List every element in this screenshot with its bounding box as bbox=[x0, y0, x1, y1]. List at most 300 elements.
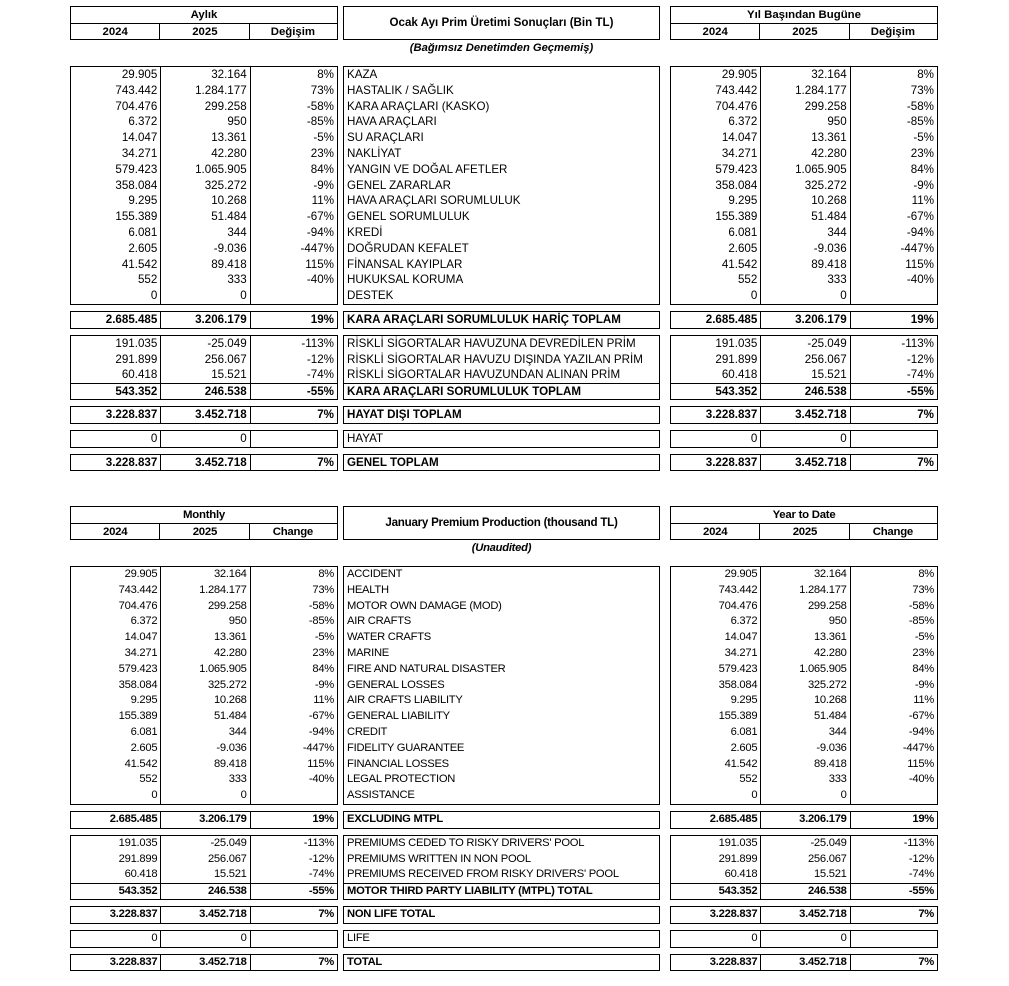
tr-ytd-branch-y2025-13: 333 bbox=[760, 272, 849, 288]
table-row bbox=[671, 812, 937, 828]
table-row bbox=[344, 178, 659, 194]
tr-branch-y2024-12: 41.542 bbox=[121, 257, 158, 271]
table-row bbox=[71, 178, 337, 194]
tr-branch-change-12: 115% bbox=[250, 257, 337, 273]
en-excluding-mtpl-block bbox=[70, 811, 338, 829]
table-row bbox=[344, 883, 659, 899]
tr-ytd-pool-change-1: -12% bbox=[850, 352, 937, 368]
tr-ytd-pool-y2025-1: 256.067 bbox=[760, 352, 849, 368]
table-row bbox=[671, 407, 937, 423]
en-ytd-pool-y2025-1: 256.067 bbox=[760, 852, 849, 868]
tr-branch-y2024-3: 6.372 bbox=[128, 115, 158, 129]
en-mtpl-total-y2024: 543.352 bbox=[118, 885, 158, 898]
tr-ytd-branch-y2024-10: 6.081 bbox=[728, 225, 758, 239]
en-ytd-branch-y2025-9: 51.484 bbox=[760, 709, 849, 725]
table-row bbox=[344, 146, 659, 162]
table-row bbox=[671, 599, 937, 615]
en-pool-y2024-1: 291.899 bbox=[118, 852, 158, 865]
en-ytd-pool-change-1: -12% bbox=[850, 852, 937, 868]
en-ytd-branch-change-5: 23% bbox=[850, 646, 937, 662]
table-row bbox=[344, 788, 659, 804]
table-row bbox=[71, 852, 337, 868]
en-mtpl-block bbox=[343, 835, 660, 900]
en-ytd-branch-change-10: -94% bbox=[850, 725, 937, 741]
en-branch-y2024-11: 2.605 bbox=[130, 741, 158, 754]
tr-branch-label-1: HASTALIK / SAĞLIK bbox=[347, 83, 454, 97]
en-branch-y2024-0: 29.905 bbox=[124, 568, 158, 580]
en-grand-total-y2024: 3.228.837 bbox=[109, 955, 158, 968]
en-non-life-total-block bbox=[343, 906, 660, 924]
en-ytd-col-change: Change bbox=[849, 524, 935, 539]
en-branch-y2024-10: 6.081 bbox=[130, 725, 158, 738]
tr-ytd-branch-change-3: -85% bbox=[850, 114, 937, 130]
en-branches-block bbox=[670, 566, 938, 805]
tr-ytd-grand-total-y2025: 3.452.718 bbox=[760, 455, 849, 471]
table-row bbox=[71, 757, 337, 773]
table-row bbox=[671, 67, 937, 83]
tr-ytd-pool-change-0: -113% bbox=[850, 336, 937, 352]
tr-branch-change-6: 84% bbox=[250, 162, 337, 178]
table-row bbox=[344, 646, 659, 662]
en-branch-y2024-4: 14.047 bbox=[124, 631, 158, 644]
en-branch-y2025-5: 42.280 bbox=[160, 646, 249, 662]
table-row bbox=[71, 788, 337, 804]
en-monthly-header: Monthly bbox=[183, 509, 225, 521]
tr-monthly-values bbox=[70, 66, 338, 471]
tr-grand-total-block bbox=[670, 454, 938, 472]
en-grand-total-change: 7% bbox=[250, 955, 337, 971]
en-pool-y2025-1: 256.067 bbox=[160, 852, 249, 868]
en-ytd-excluding-mtpl-change: 19% bbox=[850, 812, 937, 828]
table-row bbox=[671, 288, 937, 304]
tr-ytd-branch-y2025-7: 325.272 bbox=[760, 178, 849, 194]
en-ytd-branch-y2025-6: 1.065.905 bbox=[760, 662, 849, 678]
table-row bbox=[71, 288, 337, 304]
tr-grand-total-change: 7% bbox=[250, 455, 337, 471]
tr-pool-label-0: RİSKLİ SİGORTALAR HAVUZUNA DEVREDİLEN PRİM bbox=[347, 336, 636, 350]
en-branch-label-14: ASSISTANCE bbox=[347, 789, 415, 802]
en-branch-y2024-3: 6.372 bbox=[130, 615, 158, 628]
en-ytd-branch-y2025-12: 89.418 bbox=[760, 757, 849, 773]
en-branch-y2025-13: 333 bbox=[160, 772, 249, 788]
table-row bbox=[71, 99, 337, 115]
tr-ytd-header-group bbox=[670, 6, 938, 40]
tr-excluding-mtpl-label: KARA ARAÇLARI SORUMLULUK HARİÇ TOPLAM bbox=[347, 312, 621, 326]
en-ytd-branch-y2024-14: 0 bbox=[751, 789, 758, 802]
en-report-title: January Premium Production (thousand TL) bbox=[343, 506, 660, 540]
table-row bbox=[671, 162, 937, 178]
tr-ytd-branch-y2025-2: 299.258 bbox=[760, 99, 849, 115]
table-row bbox=[344, 907, 659, 923]
table-row bbox=[671, 567, 937, 583]
table-row bbox=[671, 209, 937, 225]
en-branch-label-5: MARINE bbox=[347, 646, 390, 659]
en-ytd-branch-change-11: -447% bbox=[850, 741, 937, 757]
tr-excluding-mtpl-y2025: 3.206.179 bbox=[160, 312, 249, 328]
en-grand-total-label: TOTAL bbox=[347, 955, 382, 968]
tr-ytd-branch-change-7: -9% bbox=[850, 178, 937, 194]
table-row bbox=[671, 883, 937, 899]
en-ytd-branch-y2025-4: 13.361 bbox=[760, 630, 849, 646]
tr-grand-total-block bbox=[343, 454, 660, 472]
table-row bbox=[344, 662, 659, 678]
tr-pool-label-2: RİSKLİ SİGORTALAR HAVUZUNDAN ALINAN PRİM bbox=[347, 368, 621, 382]
tr-branch-y2025-6: 1.065.905 bbox=[160, 162, 249, 178]
table-row bbox=[344, 772, 659, 788]
en-branch-label-9: GENERAL LIABILITY bbox=[347, 710, 450, 723]
tr-branch-label-4: SU ARAÇLARI bbox=[347, 131, 424, 145]
en-branch-y2024-6: 579.423 bbox=[118, 662, 158, 675]
en-mtpl-block bbox=[670, 835, 938, 900]
table-row bbox=[671, 241, 937, 257]
tr-branch-y2025-2: 299.258 bbox=[160, 99, 249, 115]
tr-ytd-branch-change-12: 115% bbox=[850, 257, 937, 273]
en-ytd-header: Year to Date bbox=[772, 509, 836, 521]
table-row bbox=[671, 83, 937, 99]
tr-branch-label-11: DOĞRUDAN KEFALET bbox=[347, 241, 469, 255]
tr-ytd-branch-y2024-13: 552 bbox=[737, 273, 758, 287]
en-branch-y2025-10: 344 bbox=[160, 725, 249, 741]
tr-branch-y2024-7: 358.084 bbox=[115, 178, 158, 192]
table-row bbox=[671, 788, 937, 804]
en-branch-y2024-1: 743.442 bbox=[118, 583, 158, 596]
en-pool-change-1: -12% bbox=[250, 852, 337, 868]
tr-branch-y2025-14: 0 bbox=[160, 288, 249, 304]
table-row bbox=[71, 599, 337, 615]
tr-ytd-grand-total-change: 7% bbox=[850, 455, 937, 471]
en-branch-label-2: MOTOR OWN DAMAGE (MOD) bbox=[347, 599, 502, 612]
tr-ytd-branch-y2025-5: 42.280 bbox=[760, 146, 849, 162]
en-branch-change-5: 23% bbox=[250, 646, 337, 662]
tr-ytd-branch-y2024-5: 34.271 bbox=[721, 146, 758, 160]
en-ytd-branch-y2024-2: 704.476 bbox=[718, 599, 758, 612]
table-row bbox=[71, 455, 337, 471]
en-branch-y2025-0: 32.164 bbox=[160, 567, 249, 583]
en-branch-labels bbox=[343, 566, 660, 971]
tr-ytd-branch-y2025-8: 10.268 bbox=[760, 193, 849, 209]
en-ytd-branch-y2024-8: 9.295 bbox=[730, 694, 758, 707]
en-mtpl-block bbox=[70, 835, 338, 900]
en-branch-label-10: CREDIT bbox=[347, 725, 388, 738]
en-branch-label-8: AIR CRAFTS LIABILITY bbox=[347, 694, 463, 707]
en-ytd-branch-y2024-11: 2.605 bbox=[730, 741, 758, 754]
tr-branch-y2024-2: 704.476 bbox=[115, 99, 158, 113]
tr-ytd-branch-y2025-0: 32.164 bbox=[760, 67, 849, 83]
tr-ytd-branch-change-14 bbox=[850, 288, 937, 304]
table-row bbox=[671, 193, 937, 209]
en-monthly-col-2025: 2025 bbox=[159, 524, 249, 539]
table-row bbox=[71, 193, 337, 209]
en-branch-change-4: -5% bbox=[250, 630, 337, 646]
tr-branch-change-1: 73% bbox=[250, 83, 337, 99]
tr-ytd-branch-y2024-9: 155.389 bbox=[715, 210, 758, 224]
table-row bbox=[71, 431, 337, 447]
table-row bbox=[344, 599, 659, 615]
en-non-life-total-block bbox=[670, 906, 938, 924]
table-row bbox=[71, 146, 337, 162]
tr-branch-label-7: GENEL ZARARLAR bbox=[347, 178, 451, 192]
tr-monthly-col-change: Değişim bbox=[249, 24, 335, 39]
en-ytd-branch-change-2: -58% bbox=[850, 599, 937, 615]
tr-ytd-branch-y2024-11: 2.605 bbox=[728, 241, 758, 255]
table-row bbox=[344, 836, 659, 852]
table-row bbox=[671, 146, 937, 162]
tr-ytd-branch-y2024-1: 743.442 bbox=[715, 83, 758, 97]
table-row bbox=[344, 312, 659, 328]
table-row bbox=[71, 567, 337, 583]
tr-ytd-pool-y2024-0: 191.035 bbox=[715, 336, 758, 350]
tr-ytd-branch-y2025-9: 51.484 bbox=[760, 209, 849, 225]
table-row bbox=[344, 209, 659, 225]
tr-non-life-total-y2024: 3.228.837 bbox=[105, 407, 158, 421]
tr-ytd-branch-y2025-6: 1.065.905 bbox=[760, 162, 849, 178]
tr-ytd-branch-y2024-0: 29.905 bbox=[721, 68, 758, 81]
tr-report-title: Ocak Ayı Prim Üretimi Sonuçları (Bin TL) bbox=[343, 6, 660, 40]
table-row bbox=[344, 272, 659, 288]
table-row bbox=[344, 193, 659, 209]
tr-pool-y2025-0: -25.049 bbox=[160, 336, 249, 352]
tr-monthly-col-2025: 2025 bbox=[159, 24, 249, 39]
tr-mtpl-total-label: KARA ARAÇLARI SORUMLULUK TOPLAM bbox=[347, 385, 582, 399]
tr-ytd-branch-change-9: -67% bbox=[850, 209, 937, 225]
tr-branch-y2024-8: 9.295 bbox=[128, 194, 158, 208]
table-row bbox=[71, 614, 337, 630]
en-ytd-branch-change-9: -67% bbox=[850, 709, 937, 725]
en-pool-y2025-0: -25.049 bbox=[160, 836, 249, 852]
tr-ytd-mtpl-total-change: -55% bbox=[850, 384, 937, 399]
en-ytd-pool-change-2: -74% bbox=[850, 867, 937, 883]
en-branch-y2025-3: 950 bbox=[160, 614, 249, 630]
tr-mtpl-total-y2025: 246.538 bbox=[160, 384, 249, 399]
tr-branches-block bbox=[670, 66, 938, 305]
en-ytd-pool-y2025-0: -25.049 bbox=[760, 836, 849, 852]
en-ytd-non-life-total-change: 7% bbox=[850, 907, 937, 923]
en-ytd-life-y2024: 0 bbox=[751, 931, 758, 944]
en-ytd-branch-y2025-5: 42.280 bbox=[760, 646, 849, 662]
table-row bbox=[671, 352, 937, 368]
table-row bbox=[344, 99, 659, 115]
table-row bbox=[671, 130, 937, 146]
tr-branch-y2024-0: 29.905 bbox=[121, 68, 158, 81]
tr-excluding-mtpl-y2024: 2.685.485 bbox=[105, 312, 158, 326]
en-non-life-total-change: 7% bbox=[250, 907, 337, 923]
en-ytd-pool-change-0: -113% bbox=[850, 836, 937, 852]
en-pool-label-1: PREMIUMS WRITTEN IN NON POOL bbox=[347, 852, 531, 865]
en-ytd-branch-change-3: -85% bbox=[850, 614, 937, 630]
table-row bbox=[671, 257, 937, 273]
table-row bbox=[344, 162, 659, 178]
tr-non-life-total-y2025: 3.452.718 bbox=[160, 407, 249, 423]
en-life-block bbox=[670, 930, 938, 948]
tr-ytd-col-2024: 2024 bbox=[702, 26, 728, 38]
en-branch-change-13: -40% bbox=[250, 772, 337, 788]
tr-pool-change-1: -12% bbox=[250, 352, 337, 368]
en-branch-y2025-6: 1.065.905 bbox=[160, 662, 249, 678]
en-ytd-branch-y2024-3: 6.372 bbox=[730, 615, 758, 628]
table-row bbox=[671, 114, 937, 130]
tr-ytd-branch-y2024-14: 0 bbox=[750, 289, 758, 303]
en-ytd-mtpl-total-y2025: 246.538 bbox=[760, 884, 849, 899]
table-row bbox=[344, 241, 659, 257]
en-excluding-mtpl-y2024: 2.685.485 bbox=[109, 812, 158, 825]
en-monthly-header-group bbox=[70, 506, 338, 540]
en-branches-block bbox=[70, 566, 338, 805]
tr-branch-y2024-14: 0 bbox=[150, 289, 158, 303]
tr-ytd-non-life-total-y2025: 3.452.718 bbox=[760, 407, 849, 423]
table-row bbox=[344, 431, 659, 447]
table-row bbox=[671, 757, 937, 773]
table-row bbox=[344, 955, 659, 971]
tr-non-life-total-change: 7% bbox=[250, 407, 337, 423]
tr-branch-label-9: GENEL SORUMLULUK bbox=[347, 210, 470, 224]
en-pool-change-0: -113% bbox=[250, 836, 337, 852]
table-row bbox=[344, 567, 659, 583]
en-life-label: LIFE bbox=[347, 931, 370, 944]
table-row bbox=[344, 114, 659, 130]
en-grand-total-block bbox=[70, 954, 338, 972]
tr-branch-y2024-11: 2.605 bbox=[128, 241, 158, 255]
table-row bbox=[71, 836, 337, 852]
tr-branch-label-3: HAVA ARAÇLARI bbox=[347, 115, 437, 129]
tr-ytd-branch-y2025-11: -9.036 bbox=[760, 241, 849, 257]
en-branch-change-1: 73% bbox=[250, 583, 337, 599]
en-branch-y2024-12: 41.542 bbox=[124, 757, 158, 770]
en-pool-label-2: PREMIUMS RECEIVED FROM RISKY DRIVERS' POOL bbox=[347, 868, 619, 881]
table-row bbox=[71, 367, 337, 383]
table-row bbox=[671, 709, 937, 725]
en-ytd-branch-y2025-2: 299.258 bbox=[760, 599, 849, 615]
en-ytd-branch-y2024-9: 155.389 bbox=[718, 710, 758, 723]
table-row bbox=[71, 630, 337, 646]
en-ytd-branch-change-14 bbox=[850, 788, 937, 804]
table-row bbox=[71, 725, 337, 741]
en-pool-change-2: -74% bbox=[250, 867, 337, 883]
en-ytd-branch-y2024-4: 14.047 bbox=[724, 631, 758, 644]
tr-branch-change-3: -85% bbox=[250, 114, 337, 130]
tr-pool-change-0: -113% bbox=[250, 336, 337, 352]
table-row bbox=[344, 693, 659, 709]
tr-ytd-branch-change-11: -447% bbox=[850, 241, 937, 257]
en-non-life-total-y2024: 3.228.837 bbox=[109, 907, 158, 920]
tr-mtpl-block bbox=[343, 335, 660, 400]
table-row bbox=[71, 931, 337, 947]
table-row bbox=[71, 907, 337, 923]
tr-ytd-branch-y2025-4: 13.361 bbox=[760, 130, 849, 146]
tr-branch-y2024-6: 579.423 bbox=[115, 162, 158, 176]
tr-ytd-branch-change-0: 8% bbox=[850, 67, 937, 83]
table-row bbox=[671, 455, 937, 471]
en-branch-label-11: FIDELITY GUARANTEE bbox=[347, 741, 465, 754]
tr-ytd-non-life-total-y2024: 3.228.837 bbox=[705, 407, 758, 421]
en-ytd-branch-change-1: 73% bbox=[850, 583, 937, 599]
tr-ytd-excluding-mtpl-y2024: 2.685.485 bbox=[705, 312, 758, 326]
en-branch-change-7: -9% bbox=[250, 678, 337, 694]
en-excluding-mtpl-block bbox=[343, 811, 660, 829]
tr-mtpl-total-change: -55% bbox=[250, 384, 337, 399]
en-ytd-branch-y2025-11: -9.036 bbox=[760, 741, 849, 757]
en-ytd-branch-y2024-13: 552 bbox=[739, 773, 758, 786]
table-row bbox=[344, 455, 659, 471]
en-ytd-branch-change-13: -40% bbox=[850, 772, 937, 788]
tr-branch-y2025-8: 10.268 bbox=[160, 193, 249, 209]
tr-ytd-header: Yıl Başından Bugüne bbox=[747, 9, 861, 21]
table-row bbox=[671, 955, 937, 971]
tr-non-life-total-block bbox=[343, 406, 660, 424]
tr-pool-y2024-1: 291.899 bbox=[115, 352, 158, 366]
table-row bbox=[71, 407, 337, 423]
en-ytd-branch-y2025-7: 325.272 bbox=[760, 678, 849, 694]
en-branch-change-10: -94% bbox=[250, 725, 337, 741]
table-row bbox=[671, 693, 937, 709]
table-row bbox=[671, 741, 937, 757]
tr-ytd-life-change bbox=[850, 431, 937, 447]
tr-branch-y2025-9: 51.484 bbox=[160, 209, 249, 225]
en-ytd-branch-change-8: 11% bbox=[850, 693, 937, 709]
en-branches-block bbox=[343, 566, 660, 805]
table-row bbox=[71, 67, 337, 83]
tr-branch-y2025-0: 32.164 bbox=[160, 67, 249, 83]
en-excluding-mtpl-y2025: 3.206.179 bbox=[160, 812, 249, 828]
tr-monthly-header: Aylık bbox=[190, 9, 218, 21]
tr-ytd-branch-y2024-6: 579.423 bbox=[715, 162, 758, 176]
en-branch-label-12: FINANCIAL LOSSES bbox=[347, 757, 449, 770]
tr-branch-y2025-11: -9.036 bbox=[160, 241, 249, 257]
tr-branches-block bbox=[343, 66, 660, 305]
en-ytd-header-group bbox=[670, 506, 938, 540]
tr-pool-y2025-1: 256.067 bbox=[160, 352, 249, 368]
en-grand-total-y2025: 3.452.718 bbox=[160, 955, 249, 971]
tr-life-change bbox=[250, 431, 337, 447]
tr-pool-label-1: RİSKLİ SİGORTALAR HAVUZU DIŞINDA YAZILAN PRİM bbox=[347, 352, 643, 366]
tr-ytd-branch-y2025-3: 950 bbox=[760, 114, 849, 130]
tr-monthly-header-group bbox=[70, 6, 338, 40]
table-row bbox=[344, 852, 659, 868]
tr-ytd-branch-change-6: 84% bbox=[850, 162, 937, 178]
en-branch-change-12: 115% bbox=[250, 757, 337, 773]
table-row bbox=[71, 709, 337, 725]
table-row bbox=[71, 114, 337, 130]
table-row bbox=[71, 312, 337, 328]
tr-ytd-life-y2025: 0 bbox=[760, 431, 849, 447]
tr-ytd-branch-change-10: -94% bbox=[850, 225, 937, 241]
tr-ytd-branch-y2025-12: 89.418 bbox=[760, 257, 849, 273]
tr-branch-y2024-13: 552 bbox=[137, 273, 158, 287]
en-branch-y2024-7: 358.084 bbox=[118, 678, 158, 691]
table-row bbox=[671, 725, 937, 741]
en-ytd-non-life-total-y2025: 3.452.718 bbox=[760, 907, 849, 923]
tr-ytd-excluding-mtpl-y2025: 3.206.179 bbox=[760, 312, 849, 328]
tr-audit-note: (Bağımsız Denetimden Geçmemiş) bbox=[409, 41, 594, 54]
en-excluding-mtpl-block bbox=[670, 811, 938, 829]
en-branch-y2025-7: 325.272 bbox=[160, 678, 249, 694]
en-branch-change-9: -67% bbox=[250, 709, 337, 725]
tr-ytd-col-change: Değişim bbox=[849, 24, 935, 39]
tr-ytd-branch-y2024-4: 14.047 bbox=[721, 131, 758, 145]
en-monthly-col-2024: 2024 bbox=[103, 526, 128, 538]
table-row bbox=[344, 288, 659, 304]
en-branch-y2025-1: 1.284.177 bbox=[160, 583, 249, 599]
table-row bbox=[671, 583, 937, 599]
table-row bbox=[671, 630, 937, 646]
table-row bbox=[71, 867, 337, 883]
en-ytd-branch-change-12: 115% bbox=[850, 757, 937, 773]
en-ytd-branch-y2024-10: 6.081 bbox=[730, 725, 758, 738]
en-ytd-branch-y2025-3: 950 bbox=[760, 614, 849, 630]
tr-pool-y2024-0: 191.035 bbox=[115, 336, 158, 350]
tr-ytd-values bbox=[670, 66, 938, 471]
tr-excluding-mtpl-change: 19% bbox=[250, 312, 337, 328]
en-ytd-non-life-total-y2024: 3.228.837 bbox=[709, 907, 758, 920]
